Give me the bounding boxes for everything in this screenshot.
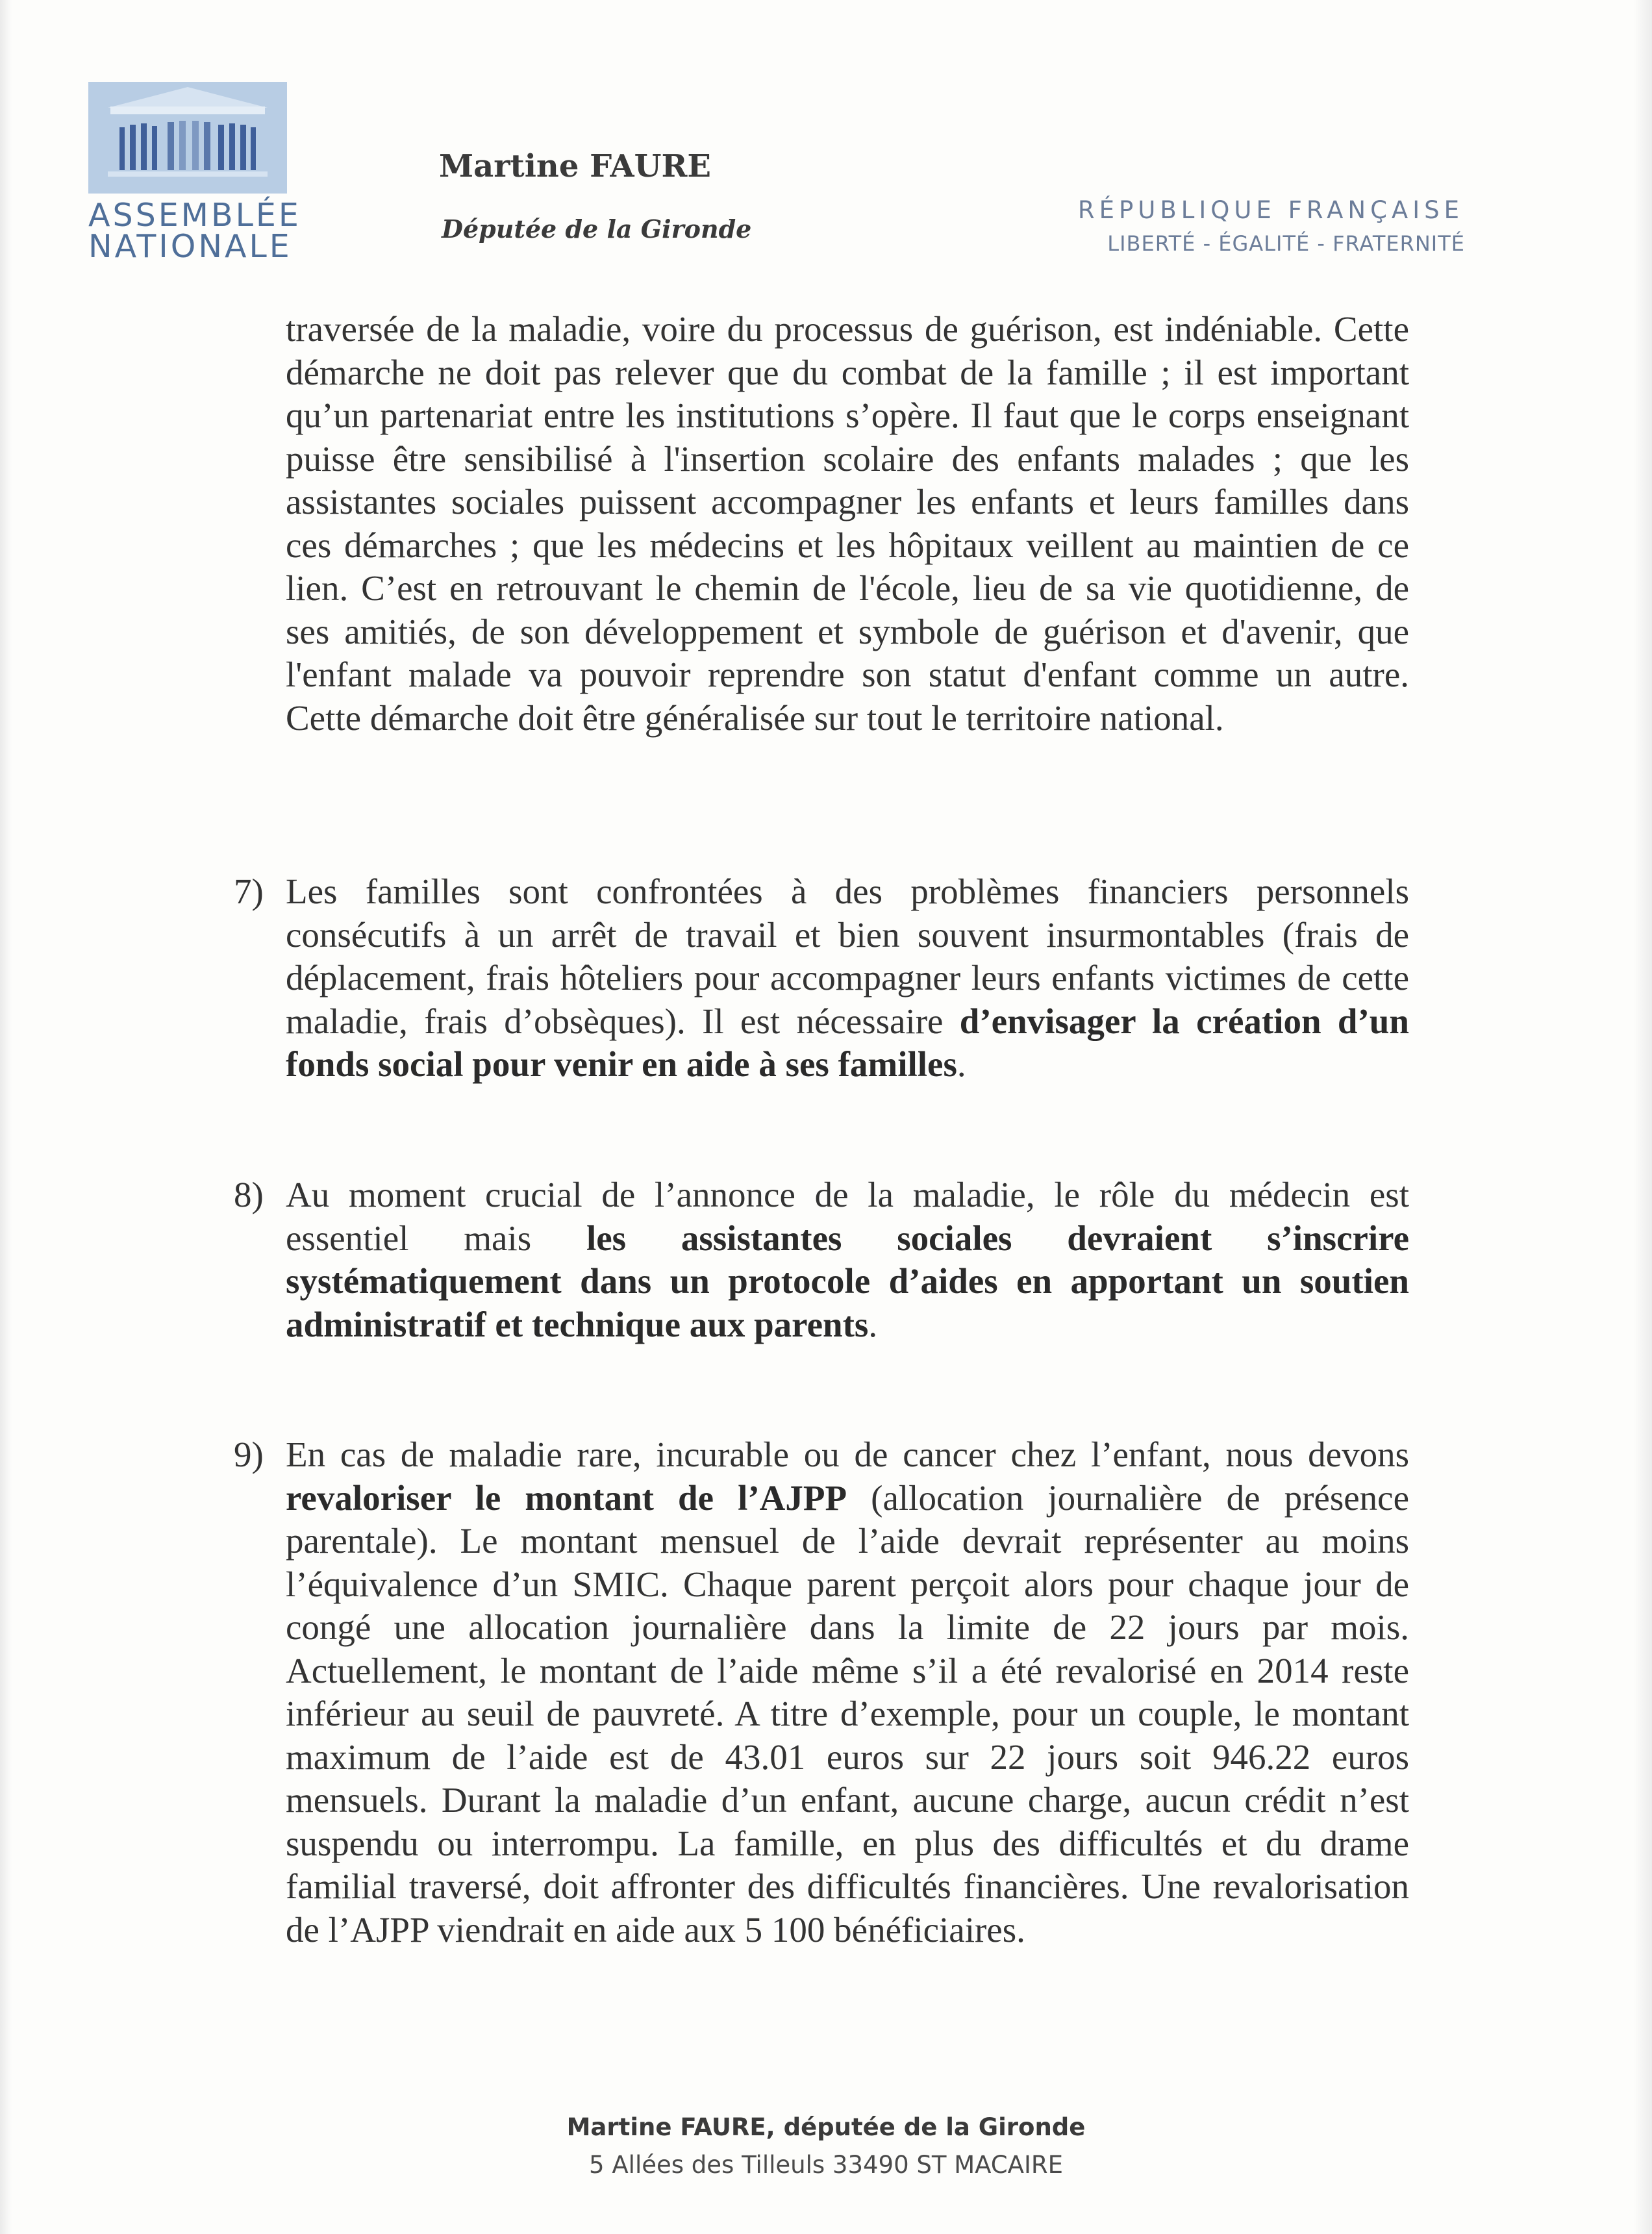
- footer-address-text: 5 Allées des Tilleuls 33490 ST MACAIRE: [589, 2151, 1063, 2179]
- list-item-text: [286, 1173, 1409, 1346]
- list-item-text: [286, 870, 1409, 1086]
- item-text-plain: En cas de maladie rare, incurable ou de cancer chez l’enfant, nous devons: [286, 1435, 1409, 1474]
- item-text-bold: les assistantes sociales devraient s’inscrire systématiquement dans un protocole d’aides en apportant un soutien administratif et technique aux parents: [286, 1218, 1410, 1344]
- list-item-number: 7): [234, 872, 264, 911]
- item-text-plain: .: [868, 1304, 878, 1344]
- list-item-number: 8): [234, 1175, 264, 1214]
- author-name: Martine FAURE: [439, 148, 711, 184]
- intro-paragraph: traversée de la maladie, voire du processus de guérison, est indéniable. Cette démarche ne doit pas relever que du combat de la famille ; il est important qu’un partenariat entre les institutions s’opère. Il faut que le corps enseignant puisse être sensibilisé à l'insertion scolaire des enfants malades ; que les assistantes sociales puissent accompagner les enfants et leurs familles dans ces démarches ; que les médecins et les hôpitaux veillent au maintien de ce lien. C’est en retrouvant le chemin de l'école, lieu de sa vie quotidienne, de ses amitiés, de son développement et symbole de guérison et d'avenir, que l'enfant malade va pouvoir reprendre son statut d'enfant comme un autre. Cette démarche doit être généralisée sur tout le territoire national.: [286, 309, 1409, 738]
- footer-address: [0, 2151, 1652, 2179]
- list-item-number: 9): [234, 1435, 264, 1474]
- republique-francaise-label: RÉPUBLIQUE FRANÇAISE: [1077, 196, 1464, 224]
- item-text-plain: Au moment crucial de l’annonce de la maladie, le rôle du médecin est essentiel mais: [286, 1175, 1409, 1258]
- logo-text-line2: NATIONALE: [88, 228, 292, 265]
- scan-edge-left: [0, 0, 12, 2234]
- item-text-bold: revaloriser le montant de l’AJPP: [286, 1477, 847, 1518]
- item-text-bold: d’envisager la création d’un fonds social pour venir en aide à ses familles: [286, 1001, 1409, 1084]
- author-role: Députée de la Gironde: [442, 214, 752, 244]
- item-text-plain: Les familles sont confrontées à des problèmes financiers personnels consécutifs à un arrêt de travail et bien souvent insurmontables (frais de déplacement, frais hôteliers pour accompagner leurs enfants victimes de cette maladie, frais d’obsèques). Il est nécessaire: [286, 872, 1409, 1041]
- logo-text-line1: ASSEMBLÉE: [88, 197, 301, 234]
- footer-name: Martine FAURE, députée de la Gironde: [566, 2113, 1086, 2141]
- scan-edge-right: [1634, 0, 1652, 2234]
- list-item-text: [286, 1433, 1409, 1952]
- item-text-plain: .: [957, 1044, 966, 1084]
- logo-hemicycle-icon: [88, 82, 287, 194]
- item-text-plain: (allocation journalière de présence parentale). Le montant mensuel de l’aide devrait représenter au moins l’équivalence d’un SMIC. Chaque parent perçoit alors pour chaque jour de congé une allocation journalière dans la limite de 22 jours par mois. Actuellement, le montant de l’aide même s’il a été revalorisé en 2014 reste inférieur au seuil de pauvreté. A titre d’exemple, pour un couple, le montant maximum de l’aide est de 43.01 euros sur 22 jours soit 946.22 euros mensuels. Durant la maladie d’un enfant, aucune charge, aucun crédit n’est suspendu ou interrompu. La famille, en plus des difficultés et du drame familial traversé, doit affronter des difficultés financières. Une revalorisation de l’AJPP viendrait en aide aux 5 100 bénéficiaires.: [286, 1477, 1409, 1950]
- assemblee-nationale-logo: [88, 82, 301, 265]
- republic-motto: LIBERTÉ - ÉGALITÉ - FRATERNITÉ: [1107, 231, 1465, 256]
